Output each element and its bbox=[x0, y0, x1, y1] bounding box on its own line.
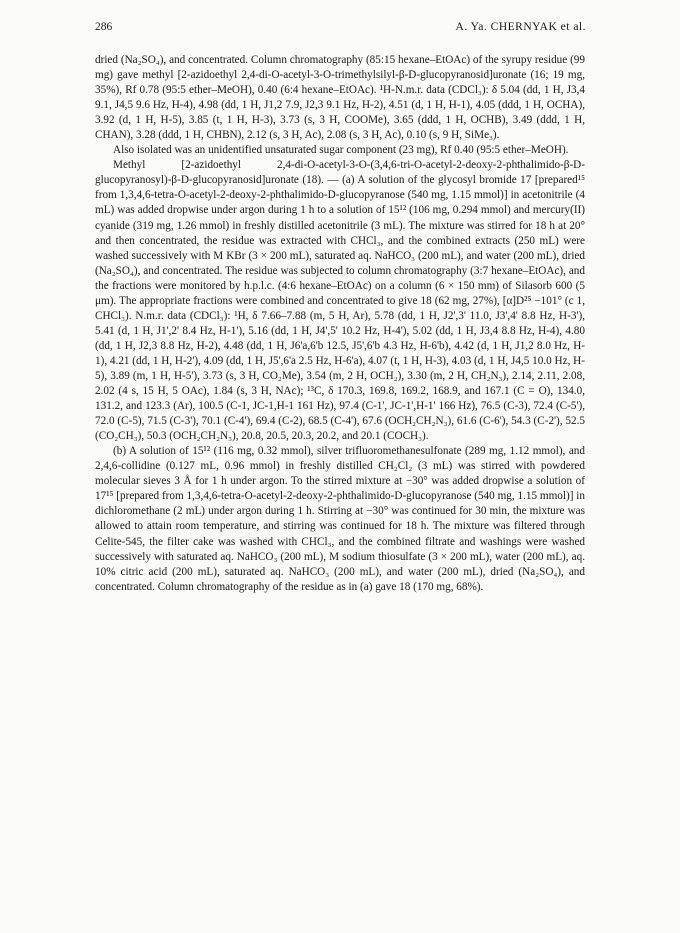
paragraph-compound-18-method-b: (b) A solution of 15¹² (116 mg, 0.32 mmol), silver trifluoromethanesulfonate (289 mg, 1.12 mmol), and 2,4,6-collidine (0.127 mL, 0.96 mmol) in freshly distilled CH₂Cl₂ (3 mL) was stirred with powdered molecular sieves 3 Å for 1 h under argon. To the stirred mixture at −30° was added dropwise a solution of 17¹⁵ [prepared from 1,3,4,6-tetra-O-acetyl-2-deoxy-2-phthalimido-D-glucopyranose (540 mg, 1.15 mmol)] in dichloromethane (2 mL) under argon during 1 h. Stirring at −30° was continued for 30 min, the mixture was allowed to attain room temperature, and stirring was continued for 18 h. The mixture was filtered through Celite-545, the filter cake was washed with CHCl₃, and the combined filtrate and washings were washed successively with saturated aq. NaHCO₃ (200 mL), M sodium thiosulfate (3 × 200 mL), water (200 mL), aq. 10% citric acid (200 mL), saturated aq. NaHCO₃ (200 mL), and water (200 mL), dried (Na₂SO₄), and concentrated. Column chromatography of the residue as in (a) gave 18 (170 mg, 68%). bbox=[95, 445, 585, 593]
paragraph-compound-18-method-a: Methyl [2-azidoethyl 2,4-di-O-acetyl-3-O-(3,4,6-tri-O-acetyl-2-deoxy-2-phthalimido-β-D-glucopyranosyl)-β-D-glucopyranosid]uronate (18). — (a) A solution of the glycosyl bromide 17 [prepared¹⁵ from 1,3,4,6-tetra-O-acetyl-2-deoxy-2-phthalimido-D-glucopyranose (540 mg, 1.15 mmol)] in acetonitrile (4 mL) was added dropwise under argon during 1 h to a solution of 15¹² (106 mg, 0.294 mmol) and mercury(II) cyanide (319 mg, 1.26 mmol) in freshly distilled acetonitrile (3 mL). The mixture was stirred for 18 h at 20° and then concentrated, the residue was extracted with CHCl₃, and the combined extracts (250 mL) were washed successively with M KBr (3 × 200 mL), saturated aq. NaHCO₃ (200 mL), and water (200 mL), dried (Na₂SO₄), and concentrated. The residue was subjected to column chromatography (3:7 hexane–EtOAc), and the fractions were monitored by h.p.l.c. (4:6 hexane–EtOAc) on a column (6 × 150 mm) of Silasorb 600 (5 μm). The appropriate fractions were combined and concentrated to give 18 (62 mg, 27%), [α]D²⁵ −101° (c 1, CHCl₃). N.m.r. data (CDCl₃): ¹H, δ 7.66–7.88 (m, 5 H, Ar), 5.78 (dd, 1 H, J2',3' 11.0, J3',4' 8.8 Hz, H-3'), 5.41 (d, 1 H, J1',2' 8.4 Hz, H-1'), 5.16 (dd, 1 H, J4',5' 10.2 Hz, H-4'), 5.02 (dd, 1 H, J3,4 8.8 Hz, H-4), 4.80 (dd, 1 H, J2,3 8.8 Hz, H-2), 4.48 (dd, 1 H, J6'a,6'b 12.5, J5',6'b 4.3 Hz, H-6'b), 4.42 (d, 1 H, J1,2 8.0 Hz, H-1), 4.21 (dd, 1 H, H-2'), 4.09 (dd, 1 H, J5',6'a 2.5 Hz, H-6'a), 4.07 (t, 1 H, H-3), 4.03 (d, 1 H, J4,5 10.0 Hz, H-5), 3.89 (m, 1 H, H-5'), 3.73 (s, 3 H, CO₂Me), 3.54 (m, 2 H, OCH₂), 3.30 (m, 2 H, CH₂N₃), 2.14, 2.11, 2.08, 2.02 (4 s, 15 H, 5 OAc), 1.84 (s, 3 H, NAc); ¹³C, δ 170.3, 169.8, 169.2, 168.9, and 167.1 (C = O), 134.0, 131.2, and 123.3 (Ar), 100.5 (C-1, JC-1,H-1 161 Hz), 97.4 (C-1', JC-1',H-1' 166 Hz), 76.5 (C-3), 72.4 (C-5'), 72.0 (C-5), 71.5 (C-3'), 70.1 (C-4'), 69.4 (C-2), 68.5 (C-4'), 67.6 (OCH₂CH₂N₃), 61.6 (C-6'), 54.3 (C-2'), 52.5 (CO₂CH₃), 50.3 (OCH₂CH₂N₃), 20.8, 20.5, 20.3, 20.2, and 20.1 (COCH₃). bbox=[95, 159, 585, 443]
paragraph-compound-16: dried (Na₂SO₄), and concentrated. Column chromatography (85:15 hexane–EtOAc) of the syrupy residue (99 mg) gave methyl [2-azidoethyl 2,4-di-O-acetyl-3-O-trimethylsilyl-β-D-glucopyranosid]uronate (16; 19 mg, 35%), Rf 0.78 (95:5 ether–MeOH), 0.40 (6:4 hexane–EtOAc). ¹H-N.m.r. data (CDCl₃): δ 5.04 (dd, 1 H, J3,4 9.1, J4,5 9.6 Hz, H-4), 4.98 (dd, 1 H, J1,2 7.9, J2,3 9.1 Hz, H-2), 4.51 (d, 1 H, H-1), 4.05 (ddd, 1 H, OCHA), 3.92 (d, 1 H, H-5), 3.85 (t, 1 H, H-3), 3.73 (s, 3 H, COOMe), 3.65 (ddd, 1 H, OCHB), 3.49 (ddd, 1 H, CHAN), 3.28 (ddd, 1 H, CHBN), 2.12 (s, 3 H, Ac), 2.08 (s, 3 H, Ac), 0.10 (s, 9 H, SiMe₃). bbox=[95, 54, 585, 142]
page-number: 286 bbox=[95, 21, 113, 33]
page-header bbox=[95, 21, 586, 37]
paragraph-unsaturated-component: Also isolated was an unidentified unsaturated sugar component (23 mg), Rf 0.40 (95:5 ether–MeOH). bbox=[113, 144, 569, 157]
running-head: A. Ya. CHERNYAK et al. bbox=[455, 21, 586, 33]
body-text bbox=[95, 53, 585, 595]
